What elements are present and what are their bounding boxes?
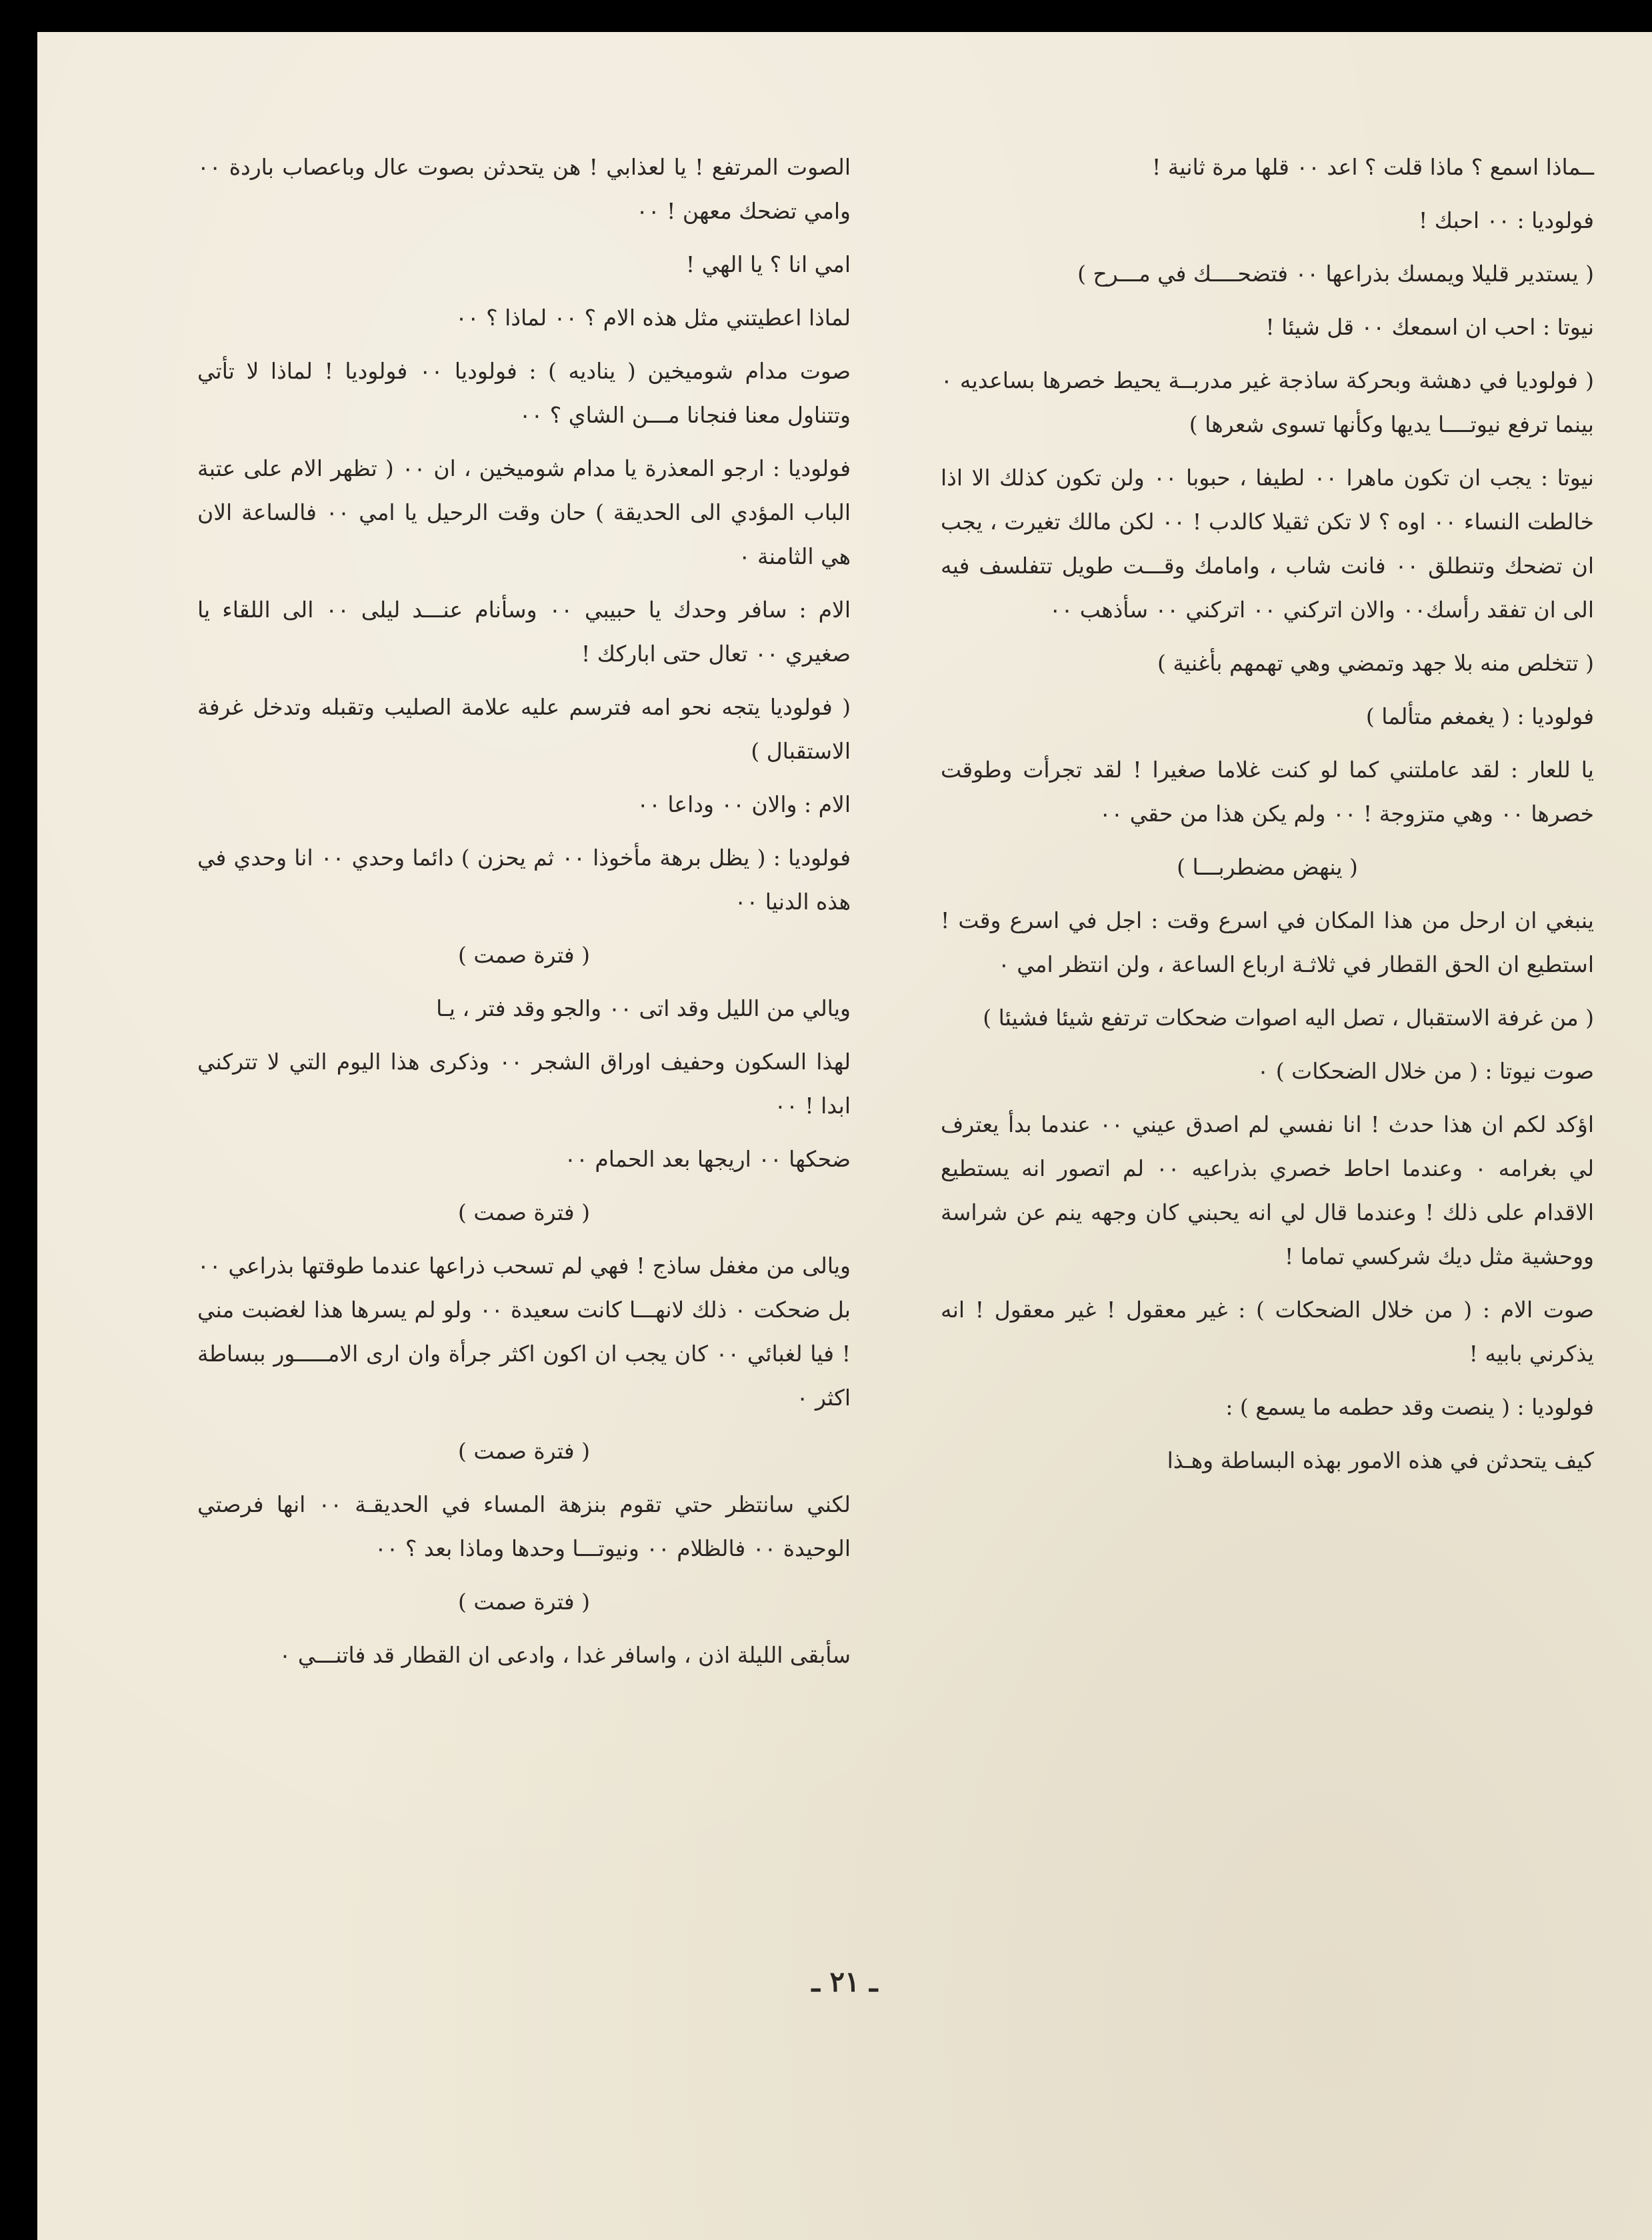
paragraph: لماذا اعطيتني مثل هذه الام ؟ ٠٠ لماذا ؟ ٠٠ [455, 305, 851, 331]
paragraph: صوت مدام شوميخين ( يناديه ) : فولوديا ٠٠ فولوديا ! لماذا لا تأتي وتتناول معنا فنجانا مـــن الشاي ؟ ٠٠ [197, 358, 851, 428]
paragraph: فولوديا : ارجو المعذرة يا مدام شوميخين ، ان ٠٠ ( تظهر الام على عتبة الباب المؤدي الى الحديقة ) حان وقت الرحيل يا امي ٠٠ فالساعة الان هي الثامنة ٠ [197, 455, 851, 569]
left-text-column [197, 145, 851, 1687]
document-page [37, 32, 1652, 2240]
paragraph: فولوديا : ( ينصت وقد حطمه ما يسمع ) : [1225, 1394, 1594, 1420]
paragraph: فولوديا : ( يغمغم متألما ) [1365, 703, 1594, 729]
paragraph: سأبقى الليلة اذن ، واسافر غدا ، وادعى ان القطار قد فاتنـــي ٠ [279, 1642, 851, 1668]
paragraph: كيف يتحدثن في هذه الامور بهذه البساطة وهـذا [1167, 1447, 1594, 1473]
paragraph: فولوديا : ٠٠ احبك ! [1419, 207, 1594, 233]
paragraph: لكني سانتظر حتي تقوم بنزهة المساء في الحديقـة ٠٠ انها فرصتي الوحيدة ٠٠ فالظلام ٠٠ ونيوتـــا وحدها وماذا بعد ؟ ٠٠ [197, 1491, 851, 1561]
paragraph: لهذا السكون وحفيف اوراق الشجر ٠٠ وذكرى هذا اليوم التي لا تتركني ابدا ! ٠٠ [197, 1049, 851, 1119]
paragraph: ــماذا اسمع ؟ ماذا قلت ؟ اعد ٠٠ قلها مرة ثانية ! [1151, 154, 1594, 180]
paragraph: ( فولوديا في دهشة وبحركة ساذجة غير مدربــة يحيط خصرها بساعديه ٠ بينما ترفع نيوتــــا يديها وكأنها تسوى شعرها ) [941, 367, 1594, 437]
paragraph: ( من غرفة الاستقبال ، تصل اليه اصوات ضحكات ترتفع شيئا فشيئا ) [983, 1005, 1594, 1031]
paragraph: ( فترة صمت ) [458, 942, 590, 968]
paragraph: اؤكد لكم ان هذا حدث ! انا نفسي لم اصدق عيني ٠٠ عندما بدأ يعترف لي بغرامه ٠ وعندما احاط خصري بذراعيه ٠٠ لم اتصور انه يستطيع الاقدام على ذلك ! وعندما قال لي انه يحبني كان وجهه ينم عن شراسة ووحشية مثل ديك شركسي تماما ! [941, 1111, 1595, 1269]
paragraph: ويالى من مغفل ساذج ! فهي لم تسحب ذراعها عندما طوقتها بذراعي ٠٠ بل ضحكت ٠ ذلك لانهـــا كانت سعيدة ٠٠ ولو لم يسرها هذا لغضبت مني ! فيا لغبائي ٠٠ كان يجب ان اكون اكثر جرأة وان ارى الامـــــور ببساطة اكثر ٠ [197, 1253, 851, 1411]
paragraph: الام : والان ٠٠ وداعا ٠٠ [637, 791, 851, 817]
paragraph: صوت الام : ( من خلال الضحكات ) : غير معقول ! غير معقول ! انه يذكرني بابيه ! [941, 1297, 1594, 1367]
paragraph: ( يستدير قليلا ويمسك بذراعها ٠٠ فتضحــــك في مـــرح ) [1077, 261, 1594, 287]
paragraph: امي انا ؟ يا الهي ! [685, 251, 851, 277]
paragraph: ينبغي ان ارحل من هذا المكان في اسرع وقت : اجل في اسرع وقت ! استطيع ان الحق القطار في ثلاثـة ارباع الساعة ، ولن انتظر امي ٠ [941, 907, 1594, 977]
paragraph: ( ينهض مضطربـــا ) [1177, 854, 1358, 880]
paragraph: ويالي من الليل وقد اتى ٠٠ والجو وقد فتر ، يـا [436, 995, 851, 1021]
paragraph: الصوت المرتفع ! يا لعذابي ! هن يتحدثن بصوت عال وباعصاب باردة ٠٠ وامي تضحك معهن ! ٠٠ [197, 154, 851, 224]
paragraph: نيوتا : احب ان اسمعك ٠٠ قل شيئا ! [1265, 314, 1594, 340]
paragraph: ( فولوديا يتجه نحو امه فترسم عليه علامة الصليب وتقبله وتدخل غرفة الاستقبال ) [197, 694, 851, 764]
paragraph: يا للعار : لقد عاملتني كما لو كنت غلاما صغيرا ! لقد تجرأت وطوقت خصرها ٠٠ وهي متزوجة ! ٠٠ ولم يكن هذا من حقي ٠٠ [941, 757, 1594, 827]
paragraph: فولوديا : ( يظل برهة مأخوذا ٠٠ ثم يحزن ) دائما وحدي ٠٠ انا وحدي في هذه الدنيا ٠٠ [197, 845, 851, 915]
paragraph: ( فترة صمت ) [458, 1589, 590, 1615]
paragraph: الام : سافر وحدك يا حبيبي ٠٠ وسأنام عنـــد ليلى ٠٠ الى اللقاء يا صغيري ٠٠ تعال حتى اباركك ! [197, 597, 851, 667]
paragraph: ( فترة صمت ) [458, 1438, 590, 1464]
paragraph: صوت نيوتا : ( من خلال الضحكات ) ٠ [1257, 1058, 1594, 1084]
right-text-column [941, 145, 1594, 1492]
paragraph: ( تتخلص منه بلا جهد وتمضي وهي تهمهم بأغنية ) [1157, 650, 1594, 676]
paragraph: نيوتا : يجب ان تكون ماهرا ٠٠ لطيفا ، حبوبا ٠٠ ولن تكون كذلك الا اذا خالطت النساء ٠٠ اوه ؟ لا تكن ثقيلا كالدب ! ٠٠ لكن مالك تغيرت ، يجب ان تضحك وتنطلق ٠٠ فانت شاب ، وامامك وقـــت طويل تتفلسف فيه الى ان تفقد رأسك٠٠ والان اتركني ٠٠ اتركني ٠٠ سأذهب ٠٠ [941, 465, 1594, 623]
paragraph: ضحكها ٠٠ اريجها بعد الحمام ٠٠ [564, 1146, 851, 1172]
paragraph: ( فترة صمت ) [458, 1199, 590, 1225]
page-number: ـ ٢١ ـ [811, 1965, 878, 1998]
